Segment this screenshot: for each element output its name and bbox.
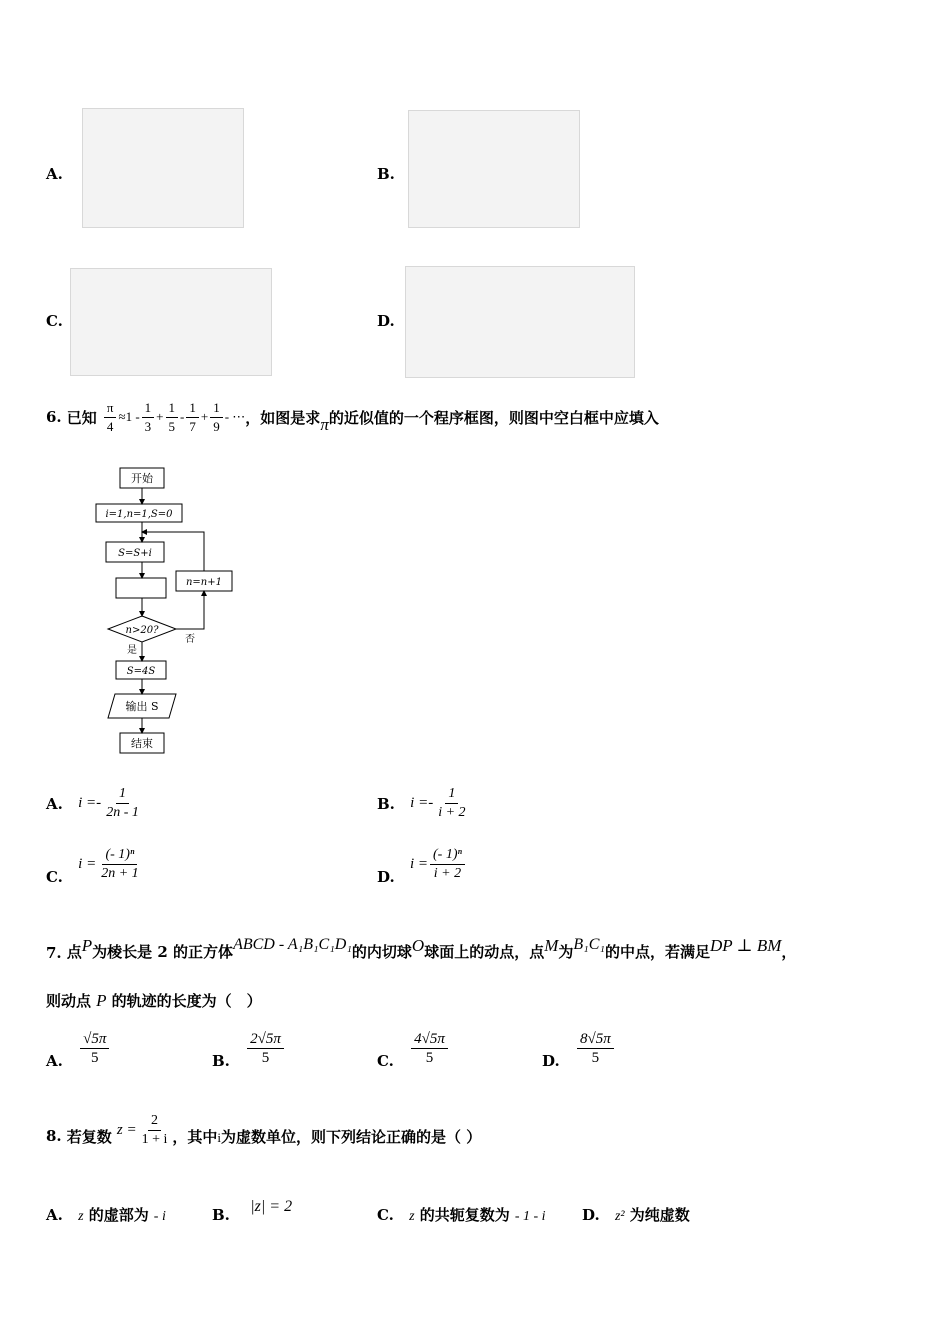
q6-option-a[interactable]: A. i =- $\frac{1}{2n - 1}$ xyxy=(46,786,139,820)
q6-option-c[interactable]: C. i = $\frac{\text{(- 1)ⁿ}}{2n + 1}$ xyxy=(46,847,139,886)
q6-pi: π xyxy=(320,415,329,434)
q5-graph-d xyxy=(405,266,635,378)
q8-option-a[interactable]: A. z 的虚部为 - i xyxy=(46,1206,166,1224)
q5-graph-c xyxy=(70,268,272,376)
flow-start: 开始 xyxy=(131,472,153,485)
q5-option-d[interactable]: D. xyxy=(377,312,395,330)
flow-mult: S=4S xyxy=(126,666,156,677)
q6-frac-2: $\frac{1}{5}$ xyxy=(166,399,179,436)
q6-frac-1: $\frac{1}{3}$ xyxy=(142,399,155,436)
q8-stem: 8. 若复数 z = $\frac{2}{1 + i}$ ，其中 i 为虚数单位，则下列结论正确的是（ ） xyxy=(46,1112,482,1147)
q5-option-a[interactable]: A. xyxy=(46,165,63,183)
q7-option-b[interactable]: B. $\frac{2√5\pi}{5}$ xyxy=(212,1030,286,1067)
q7-option-c[interactable]: C. $\frac{4√5\pi}{5}$ xyxy=(377,1030,450,1067)
flow-stop: 结束 xyxy=(131,737,153,750)
q6-mid: ，如图是求 xyxy=(245,408,321,427)
flow-yes: 是 xyxy=(127,645,137,656)
q5-option-b[interactable]: B. xyxy=(377,165,395,183)
flow-init: i=1,n=1,S=0 xyxy=(105,509,173,520)
q7-option-d[interactable]: D. $\frac{8√5\pi}{5}$ xyxy=(542,1030,616,1067)
q6-frac-pi4: $\frac{\pi}{4}$ xyxy=(104,399,117,436)
q6-number: 6. xyxy=(46,408,62,426)
q6-approx: ≈1 - xyxy=(118,409,140,424)
q8-option-d[interactable]: D. z² 为纯虚数 xyxy=(582,1206,690,1224)
flow-output: 输出 S xyxy=(125,700,159,713)
q8-option-b[interactable]: B. |z| = 2 xyxy=(212,1198,293,1224)
q6-intro: 已知 xyxy=(66,408,97,427)
flow-no: 否 xyxy=(185,634,195,645)
q6-frac-4: $\frac{1}{9}$ xyxy=(210,399,223,436)
q7-stem-line2: 则动点 P 的轨迹的长度为（ ） xyxy=(46,991,262,1010)
q6-flowchart xyxy=(90,460,250,760)
q8-option-c[interactable]: C. z 的共轭复数为 - 1 - i xyxy=(377,1206,546,1224)
q7-stem: 7. 点 P 为棱长是 2 的正方体 ABCD - A₁B₁C₁D₁ 的内切球 O 球面上的动点，点 M 为 B₁C₁ 的中点，若满足 DP ⊥ BM ， xyxy=(46,936,797,962)
flow-cond: n>20? xyxy=(125,625,159,636)
flow-inc-n: n=n+1 xyxy=(185,577,223,588)
q5-graph-a xyxy=(82,108,244,228)
flow-update-s: S=S+i xyxy=(118,548,152,559)
q6-frac-3: $\frac{1}{7}$ xyxy=(186,399,199,436)
q6-end: 的近似值的一个程序框图，则图中空白框中应填入 xyxy=(328,408,659,427)
q5-option-c[interactable]: C. xyxy=(46,312,63,330)
q6-option-b[interactable]: B. i =- $\frac{1}{i + 2}$ xyxy=(377,786,466,820)
q7-option-a[interactable]: A. $\frac{√5\pi}{5}$ xyxy=(46,1030,111,1067)
q6-option-d[interactable]: D. i = $\frac{\text{(- 1)ⁿ}}{i + 2}$ xyxy=(377,846,467,883)
q6-stem: 6. 已知 $\frac{\pi}{4}$ ≈1 - $\frac{1}{3}$ + $\frac{1}{5}$ - $\frac{1}{7}$ + $\frac{1}{9}$ - ⋯ ，如图是求 π 的近似值的一个程序框图，则图中空白框中应填入 xyxy=(46,399,659,434)
q5-graph-b xyxy=(408,110,580,228)
